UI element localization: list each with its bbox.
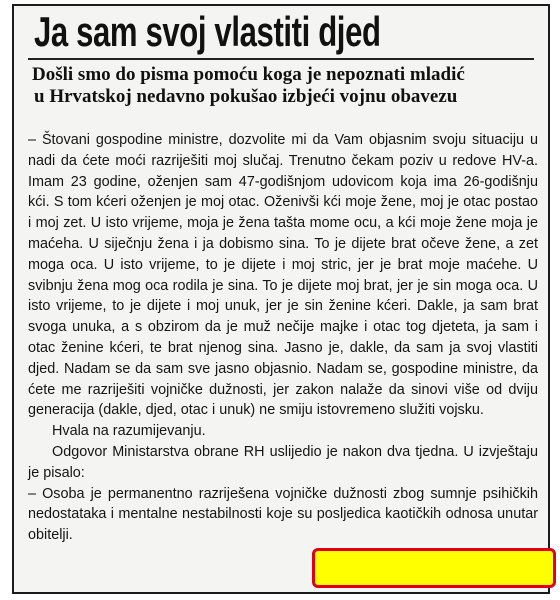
article-subtitle [32, 64, 536, 108]
headline-divider [28, 58, 534, 60]
article-body [28, 130, 538, 546]
article-paragraph: Hvala na razumijevanju. [52, 423, 206, 440]
article-paragraph: – Osoba je permanentno razriješena vojničke dužnosti zbog sumnje psihičkih nedostataka i mentalne nestabilnosti koje su posljedica kaotičkih odnosa unutar obitelji. [28, 485, 538, 544]
article-paragraph: – Štovani gospodine ministre, dozvolite mi da Vam objasnim svoju situaciju u nadi da ćete moći razriješiti moj slučaj. Trenutno čekam poziv u redove HV-a. Imam 23 godine, oženjen sam 47-godišnjom udovicom koja ima 26-godišnju kći. S tom kćeri oženjen je moj otac. Oženivši kći moje žene, moj je otac postao i moj zet. U isto vrijeme, moja je žena tašta mome ocu, a kći moje žene moja je maćeha. U siječnju žena i ja dobismo sina. To je dijete brat očeve žene, a zet moga oca. U isto vrijeme, to je dijete i moj stric, jer je brat moje maćehe. U svibnju žena mog oca rodila je sina. To je dijete moj brat, jer je sin moga oca. U isto vrijeme, to je dijete i moj unuk, jer je sin ženine kćeri. Dakle, ja sam brat svoga unuka, a s obzirom da je muž nečije majke i otac tog djeteta, ja sam i otac ženine kćeri, te brat njenog sina. Jasno je, dakle, da sam ja svoj vlastiti djed. Nadam se da sam sve jasno objasnio. Nadam se, gospodine ministre, da ćete me razriješiti vojničke dužnosti, jer zakon nalaže da sinovi više od dviju generacija (dakle, djed, otac i unuk) ne smiju istovremeno služiti vojsku. [28, 132, 538, 419]
article-paragraph: Odgovor Ministarstva obrane RH uslijedio je nakon dva tjedna. U izvještaju je pisalo: [28, 443, 538, 481]
article-headline: Ja sam svoj vlastiti djed [34, 8, 381, 55]
highlight-box [312, 548, 556, 588]
subtitle-line: Došli smo do pisma pomoću koga je nepoznati mladić [32, 64, 465, 85]
newspaper-clipping [12, 4, 550, 594]
subtitle-line: u Hrvatskoj nedavno pokušao izbjeći vojnu obavezu [34, 86, 458, 107]
